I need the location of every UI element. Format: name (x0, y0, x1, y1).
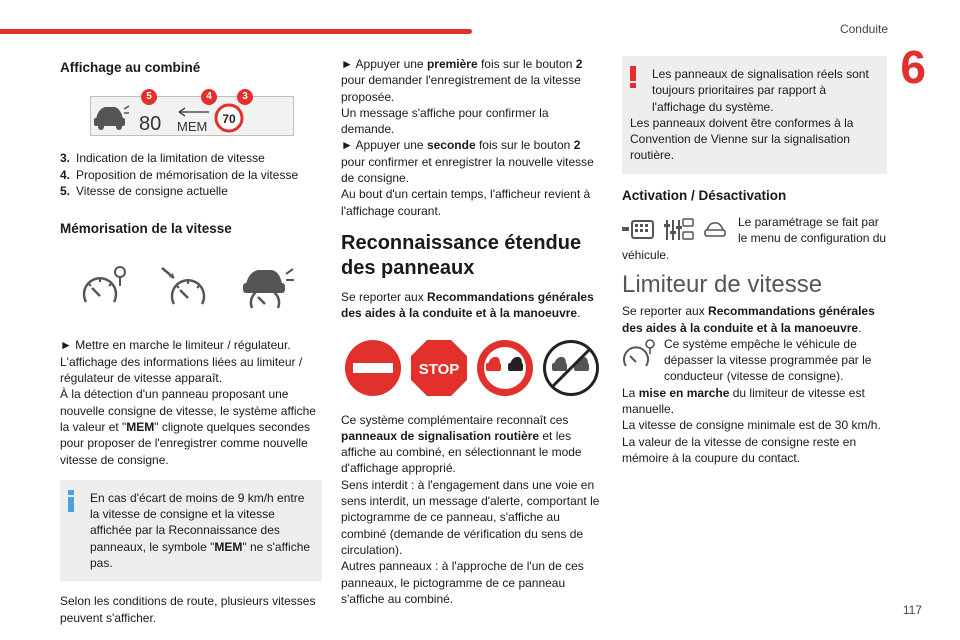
paragraph: L'affichage des informations liées au limiteur / régulateur de vitesse apparaît. (60, 354, 303, 386)
list-item: 5. Vitesse de consigne actuelle (60, 183, 228, 198)
activation-icons (622, 218, 726, 242)
warning-note: Les panneaux de signalisation réels sont toujours prioritaires par rapport à l'affichage du système. Les panneaux doivent être conformes à la Convention de Vienne sur la signalisation routière. (622, 56, 887, 174)
adaptive-cruise-icon (240, 264, 296, 314)
paragraph: ► Appuyer une seconde fois sur le bouton 2 pour confirmer et enregistrer la nouvelle vitesse de consigne. (341, 138, 594, 186)
stop-sign-icon (409, 338, 469, 398)
end-no-overtaking-sign-icon (541, 338, 601, 398)
reference-paragraph: Se reporter aux Recommandations générales des aides à la conduite et à la manoeuvre. (341, 289, 594, 321)
vehicle-icon (704, 221, 726, 239)
top-accent-bar (0, 29, 472, 34)
paragraph: ► Mettre en marche le limiteur / régulateur. (60, 338, 291, 353)
paragraph: Ce système complémentaire reconnaît ces panneaux de signalisation routière et les affiche au combiné, en sélectionnant le mode d'affichage approprié. (341, 412, 582, 476)
limiter-icon (80, 264, 130, 314)
section-label: Conduite (839, 22, 888, 36)
activation-block (622, 214, 887, 263)
warning-icon (630, 66, 636, 88)
badge-3: 3 (237, 89, 253, 105)
touchscreen-icon (622, 220, 654, 240)
instrument-cluster-illustration (90, 91, 294, 136)
paragraph: Un message s'affiche pour confirmer la demande. (341, 105, 549, 137)
stop-sign-text: STOP (418, 360, 460, 378)
cluster-mem: MEM (177, 119, 208, 135)
list-item: 3. Indication de la limitation de vitesse (60, 151, 265, 166)
list-item: 4. Proposition de mémorisation de la vitesse (60, 167, 299, 182)
column-1 (60, 56, 322, 626)
speed-limiter-icon (622, 338, 656, 370)
section-title-display: Affichage au combiné (60, 60, 201, 75)
info-icon (68, 490, 74, 512)
paragraph: À la détection d'un panneau proposant une nouvelle consigne de vitesse, le système affiche la valeur et "MEM" clignote quelques secondes pour proposer de l'enregistrer comme nouvelle vitesse de consigne. (60, 387, 316, 467)
settings-sliders-icon (664, 218, 694, 242)
section-title-recognition: Reconnaissance étendue des panneaux (341, 231, 582, 279)
paragraph: Ce système empêche le véhicule de dépasser la vitesse programmée par le conducteur (vitesse de consigne). (664, 336, 872, 384)
speed-icons-row (80, 259, 322, 319)
no-overtaking-sign-icon (475, 338, 535, 398)
legend-list (60, 150, 322, 199)
info-note: En cas d'écart de moins de 9 km/h entre la vitesse de consigne et la vitesse affichée par la Reconnaissance des panneaux, le symbole "MEM" ne s'affiche pas. (60, 480, 322, 581)
paragraph: La valeur de la vitesse de consigne reste en mémoire à la coupure du contact. (622, 434, 857, 465)
section-title-limiter: Limiteur de vitesse (622, 270, 823, 298)
cluster-speed: 80 (139, 113, 162, 136)
cluster-limit: 70 (222, 112, 236, 127)
chapter-number: 6 (900, 41, 926, 93)
paragraph: ► Appuyer une première fois sur le bouton 2 pour demander l'enregistrement de la vitesse proposée. (341, 57, 583, 104)
cluster-display-icon (91, 97, 295, 137)
column-2 (341, 56, 603, 607)
paragraph: Le paramétrage se fait par le menu de configuration du véhicule. (622, 215, 887, 262)
paragraph: La mise en marche du limiteur de vitesse est manuelle. (622, 385, 865, 417)
section-title-activation: Activation / Désactivation (622, 187, 787, 203)
paragraph: Selon les conditions de route, plusieurs vitesses peuvent s'afficher. (60, 594, 316, 625)
paragraph: Au bout d'un certain temps, l'afficheur revient à l'affichage courant. (341, 187, 591, 218)
section-title-memorisation: Mémorisation de la vitesse (60, 221, 232, 237)
road-signs-row (343, 338, 603, 398)
badge-4: 4 (201, 89, 217, 105)
limiter-block (622, 336, 887, 385)
paragraph: Autres panneaux : à l'approche de l'un de ces panneaux, le pictogramme de ce panneau s'affiche au combiné. (341, 559, 584, 606)
reference-paragraph: Se reporter aux Recommandations générales des aides à la conduite et à la manoeuvre. (622, 304, 875, 335)
paragraph: La vitesse de consigne minimale est de 30 km/h. (622, 418, 881, 433)
cruise-control-icon (160, 264, 210, 314)
badge-5: 5 (141, 89, 157, 105)
column-3 (622, 56, 887, 466)
paragraph: Sens interdit : à l'engagement dans une voie en sens interdit, un message d'alerte, comportant le pictogramme de ce panneau, s'affiche au combiné (demande de vérification du sens de circulation). (341, 477, 600, 557)
page-number: 117 (902, 603, 922, 617)
no-entry-sign-icon (343, 338, 403, 398)
